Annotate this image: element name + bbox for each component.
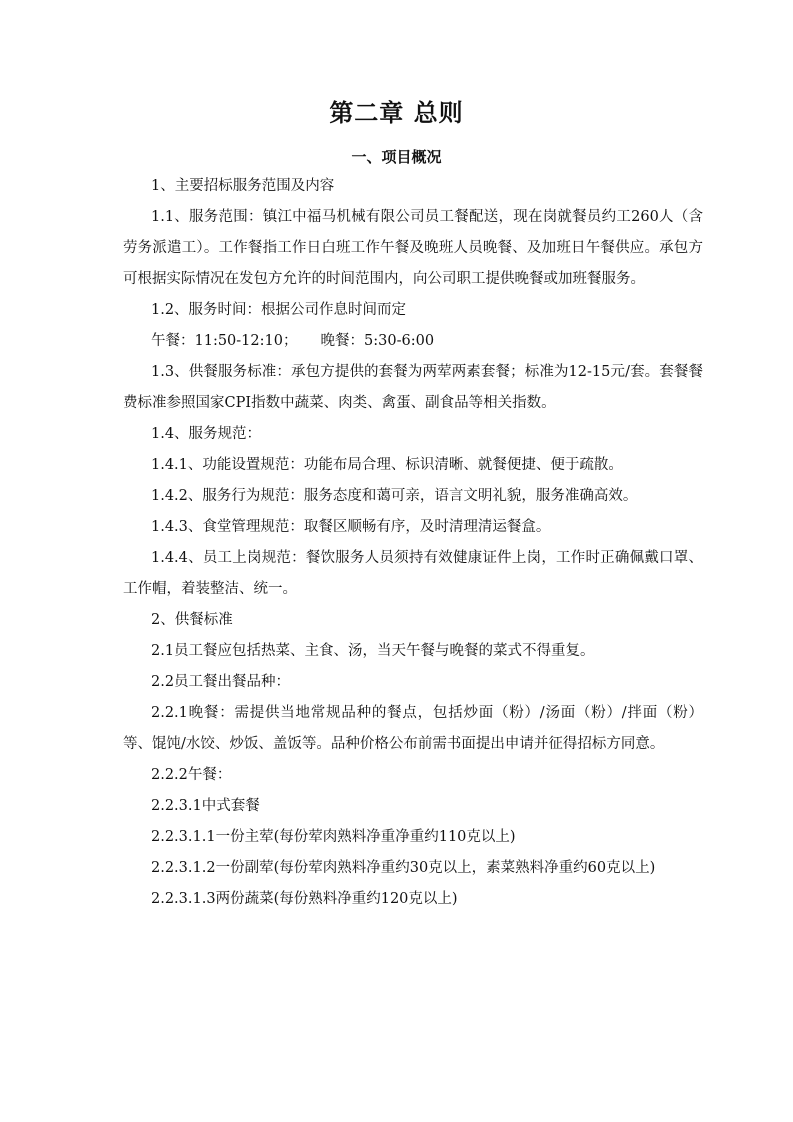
paragraph-staff-norms: 1.4.4、员工上岗规范：餐饮服务人员须持有效健康证件上岗，工作时正确佩戴口罩、工作帽，着装整洁、统一。 <box>123 550 703 597</box>
paragraph-scope-heading: 1、主要招标服务范围及内容 <box>151 178 335 194</box>
paragraph-meal-content: 2.1员工餐应包括热菜、主食、汤，当天午餐与晚餐的菜式不得重复。 <box>151 643 595 659</box>
document-body <box>123 171 703 915</box>
paragraph-lunch: 2.2.2午餐： <box>151 767 232 783</box>
paragraph-meal-times: 午餐：11:50-12:10； 晚餐：5:30-6:00 <box>151 333 435 349</box>
paragraph-service-scope: 1.1、服务范围：镇江中福马机械有限公司员工餐配送，现在岗就餐员约工260人（含劳务派遣工）。工作餐指工作日白班工作午餐及晚班人员晚餐、及加班日午餐供应。承包方可根据实际情况在发包方允许的时间范围内，向公司职工提供晚餐或加班餐服务。 <box>123 209 703 287</box>
paragraph-side-meat: 2.2.3.1.2一份副荤(每份荤肉熟料净重约30克以上，素菜熟料净重约60克以上) <box>151 860 656 876</box>
paragraph-service-time: 1.2、服务时间：根据公司作息时间而定 <box>151 302 407 318</box>
section-title: 一、项目概况 <box>351 148 442 166</box>
paragraph-meal-varieties: 2.2员工餐出餐品种： <box>151 674 291 690</box>
paragraph-chinese-set: 2.2.3.1中式套餐 <box>151 798 260 814</box>
paragraph-main-meat: 2.2.3.1.1一份主荤(每份荤肉熟料净重净重约110克以上) <box>151 829 516 845</box>
paragraph-service-norms: 1.4、服务规范： <box>151 426 262 442</box>
chapter-title: 第二章 总则 <box>329 99 464 127</box>
paragraph-vegetables: 2.2.3.1.3两份蔬菜(每份熟料净重约120克以上) <box>151 891 458 907</box>
paragraph-supply-standard: 2、供餐标准 <box>151 612 233 628</box>
paragraph-behavior-norms: 1.4.2、服务行为规范：服务态度和蔼可亲，语言文明礼貌，服务准确高效。 <box>151 488 638 504</box>
paragraph-meal-standard: 1.3、供餐服务标准：承包方提供的套餐为两荤两素套餐；标准为12-15元/套。套餐餐费标准参照国家CPI指数中蔬菜、肉类、禽蛋、副食品等相关指数。 <box>123 364 703 411</box>
paragraph-dinner: 2.2.1晚餐：需提供当地常规品种的餐点，包括炒面（粉）/汤面（粉）/拌面（粉）等、馄饨/水饺、炒饭、盖饭等。品种价格公布前需书面提出申请并征得招标方同意。 <box>123 705 703 752</box>
paragraph-function-norms: 1.4.1、功能设置规范：功能布局合理、标识清晰、就餐便捷、便于疏散。 <box>151 457 623 473</box>
paragraph-canteen-norms: 1.4.3、食堂管理规范：取餐区顺畅有序，及时清理清运餐盒。 <box>151 519 551 535</box>
